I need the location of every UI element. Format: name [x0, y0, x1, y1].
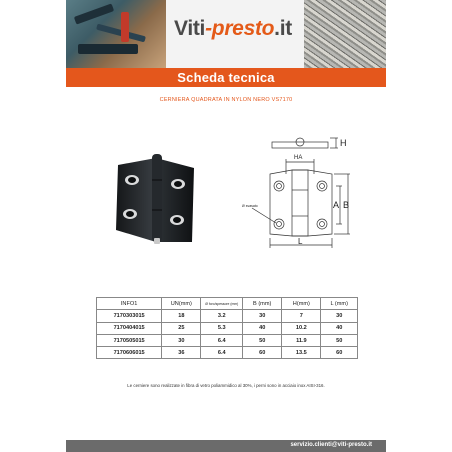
table-cell: 50	[243, 334, 282, 346]
table-row	[97, 347, 358, 359]
dim-l-label: L	[298, 237, 303, 246]
countersink-note: Ø svasato	[242, 204, 258, 208]
table-row	[97, 310, 358, 322]
table-cell: 40	[243, 322, 282, 334]
table-cell: 60	[243, 347, 282, 359]
page-title: Scheda tecnica	[66, 68, 386, 87]
technical-sheet	[66, 0, 386, 452]
table-row	[97, 322, 358, 334]
dim-ha-label: HA	[294, 155, 303, 161]
screws-photo	[304, 0, 386, 68]
technical-drawing	[242, 128, 352, 252]
header-banner	[66, 0, 386, 68]
table-cell: 7170303015	[97, 310, 162, 322]
table-cell: 50	[321, 334, 358, 346]
hinge-product-image	[110, 150, 198, 250]
col-header: L (mm)	[321, 298, 358, 310]
support-email-link[interactable]: servizio.clienti@viti-presto.it	[290, 442, 372, 448]
table-cell: 60	[321, 347, 358, 359]
dim-a-label: A	[333, 200, 340, 210]
col-header: INFO1	[97, 298, 162, 310]
table-cell: 5.3	[201, 322, 243, 334]
brand-logo: Viti-presto.it	[174, 17, 292, 40]
table-cell: 30	[321, 310, 358, 322]
col-header: B (mm)	[243, 298, 282, 310]
table-header-row	[97, 298, 358, 310]
table-cell: 36	[162, 347, 201, 359]
table-cell: 7170606015	[97, 347, 162, 359]
spec-table	[96, 297, 358, 359]
table-cell: 7170404015	[97, 322, 162, 334]
table-cell: 30	[243, 310, 282, 322]
table-cell: 11.9	[282, 334, 321, 346]
tools-photo	[66, 0, 166, 68]
product-subtitle: CERNIERA QUADRATA IN NYLON NERO VS7170	[159, 97, 293, 103]
table-cell: 18	[162, 310, 201, 322]
dim-b-label: B	[343, 200, 350, 210]
dim-h-label: H	[340, 138, 347, 148]
col-header: Ø foro/spessore (mm)	[201, 298, 243, 310]
table-cell: 3.2	[201, 310, 243, 322]
table-cell: 7170505015	[97, 334, 162, 346]
table-cell: 7	[282, 310, 321, 322]
table-row	[97, 334, 358, 346]
table-cell: 6.4	[201, 347, 243, 359]
table-cell: 6.4	[201, 334, 243, 346]
table-cell: 30	[162, 334, 201, 346]
col-header: H(mm)	[282, 298, 321, 310]
table-cell: 10.2	[282, 322, 321, 334]
table-cell: 13.5	[282, 347, 321, 359]
material-footnote: Le cerniere sono realizzate in fibra di vetro poliammidico al 30%, i perni sono in acciaio inox AISI-316.	[127, 383, 325, 388]
table-cell: 40	[321, 322, 358, 334]
footer-bar	[66, 440, 386, 452]
col-header: UN(mm)	[162, 298, 201, 310]
table-cell: 25	[162, 322, 201, 334]
